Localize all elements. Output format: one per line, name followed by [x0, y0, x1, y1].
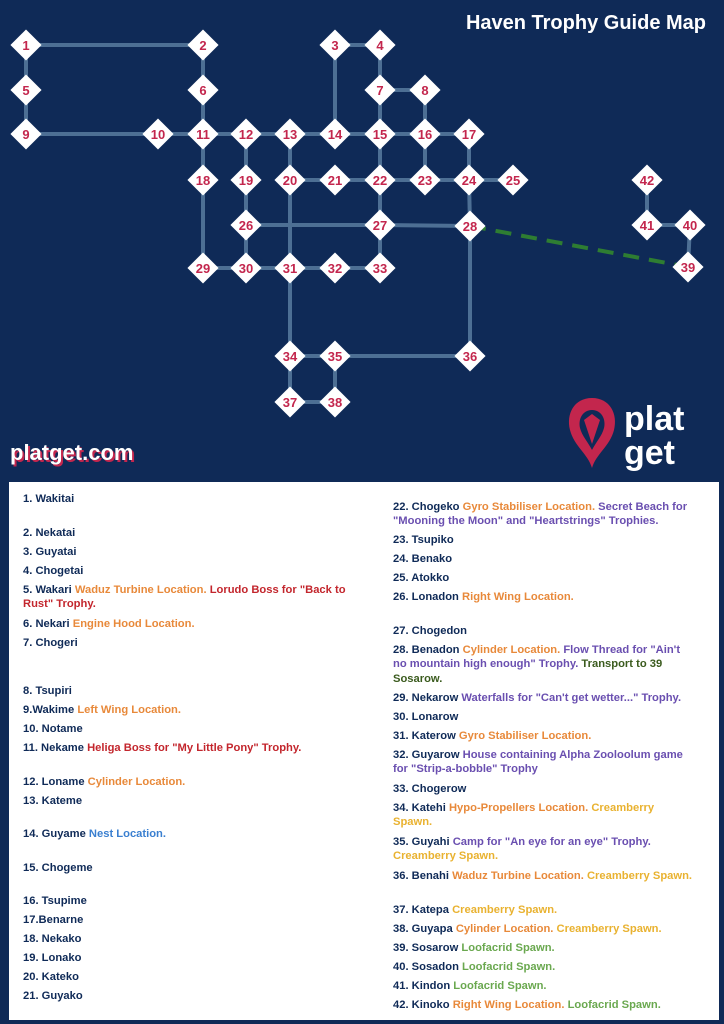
platget-logo: [562, 392, 712, 472]
map-node-label: 11: [196, 127, 210, 142]
map-node-label: 15: [372, 127, 388, 142]
map-node-13: [274, 118, 305, 149]
map-node-label: 42: [639, 173, 655, 188]
legend-item-13: 13. Kateme: [23, 795, 83, 807]
map-node-9: [10, 118, 41, 149]
map-node-label: 17: [461, 127, 477, 142]
map-node-label: 30: [238, 261, 254, 276]
legend-item-23: 23. Tsupiko: [393, 534, 454, 546]
map-node-label: 19: [238, 173, 254, 188]
map-node-label: 6: [199, 83, 207, 98]
legend-item-29: 29. Nekarow Waterfalls for "Can't get wetter..." Trophy.: [393, 692, 682, 704]
map-node-19: [230, 164, 261, 195]
map-node-2: [187, 29, 218, 60]
map-node-28: [454, 210, 485, 241]
legend-item-31: 31. Katerow Gyro Stabiliser Location.: [393, 730, 592, 742]
map-node-label: 39: [680, 260, 696, 275]
map-node-27: [364, 209, 395, 240]
map-node-42: [631, 164, 662, 195]
map-node-label: 23: [417, 173, 433, 188]
map-node-label: 40: [682, 218, 698, 233]
legend-item-6: 6. Nekari Engine Hood Location.: [23, 618, 195, 630]
legend-item-2: 2. Nekatai: [23, 527, 76, 539]
map-node-label: 29: [195, 261, 211, 276]
legend-item-10: 10. Notame: [23, 723, 83, 735]
legend-item-34: 34. Katehi Hypo-Propellers Location. Creamberry Spawn.: [393, 802, 655, 829]
map-node-14: [319, 118, 350, 149]
map-node-label: 33: [372, 261, 388, 276]
map-node-label: 4: [376, 38, 384, 53]
map-node-18: [187, 164, 218, 195]
map-node-label: 9: [22, 127, 30, 142]
map-node-label: 3: [331, 38, 339, 53]
map-node-label: 24: [461, 173, 477, 188]
map-node-label: 25: [505, 173, 521, 188]
map-node-label: 38: [327, 395, 343, 410]
map-node-34: [274, 340, 305, 371]
map-node-11: [187, 118, 218, 149]
legend-item-17: 17.Benarne: [23, 914, 84, 926]
map-node-label: 31: [282, 261, 298, 276]
map-node-label: 16: [417, 127, 433, 142]
map-node-5: [10, 74, 41, 105]
map-node-label: 2: [199, 38, 207, 53]
legend-item-25: 25. Atokko: [393, 572, 450, 584]
legend-item-24: 24. Benako: [393, 553, 453, 565]
map-node-label: 14: [327, 127, 343, 142]
map-node-10: [142, 118, 173, 149]
legend-item-9: 9.Wakime Left Wing Location.: [23, 704, 181, 716]
map-node-3: [319, 29, 350, 60]
map-node-label: 36: [462, 349, 478, 364]
map-node-31: [274, 252, 305, 283]
logo-text-plat: plat: [624, 400, 685, 438]
map-node-25: [497, 164, 528, 195]
page-title: Haven Trophy Guide Map: [465, 12, 706, 34]
map-node-16: [409, 118, 440, 149]
legend-item-15: 15. Chogeme: [23, 862, 93, 874]
legend-item-39: 39. Sosarow Loofacrid Spawn.: [393, 942, 555, 954]
legend-item-21: 21. Guyako: [23, 990, 83, 1002]
map-node-17: [453, 118, 484, 149]
map-node-label: 8: [421, 83, 429, 98]
map-node-6: [187, 74, 218, 105]
map-node-label: 41: [639, 218, 655, 233]
map-node-29: [187, 252, 218, 283]
map-node-8: [409, 74, 440, 105]
map-node-41: [631, 209, 662, 240]
map-node-26: [230, 209, 261, 240]
map-node-label: 21: [327, 173, 343, 188]
map-node-30: [230, 252, 261, 283]
map-node-label: 7: [376, 83, 384, 98]
map-node-36: [454, 340, 485, 371]
map-node-7: [364, 74, 395, 105]
legend-item-41: 41. Kindon Loofacrid Spawn.: [393, 980, 547, 992]
map-node-4: [364, 29, 395, 60]
map-node-38: [319, 386, 350, 417]
map-node-24: [453, 164, 484, 195]
legend-item-37: 37. Katepa Creamberry Spawn.: [393, 904, 558, 916]
legend-item-4: 4. Chogetai: [23, 565, 84, 577]
map-node-label: 20: [282, 173, 298, 188]
map-node-20: [274, 164, 305, 195]
map-node-label: 12: [238, 127, 254, 142]
map-node-label: 35: [327, 349, 343, 364]
map-node-label: 1: [22, 38, 30, 53]
legend-item-32: 32. Guyarow House containing Alpha Zooloolum game for "Strip-a-bobble" Trophy: [393, 749, 683, 776]
legend-item-36: 36. Benahi Waduz Turbine Location. Creamberry Spawn.: [393, 870, 693, 882]
map-node-label: 5: [22, 83, 30, 98]
map-node-35: [319, 340, 350, 371]
legend-item-40: 40. Sosadon Loofacrid Spawn.: [393, 961, 556, 973]
legend-item-33: 33. Chogerow: [393, 783, 467, 795]
legend-item-8: 8. Tsupiri: [23, 685, 72, 697]
legend-item-3: 3. Guyatai: [23, 546, 77, 558]
legend-item-19: 19. Lonako: [23, 952, 82, 964]
map-node-label: 18: [195, 173, 211, 188]
logo-text-get: get: [624, 434, 675, 472]
map-node-label: 28: [462, 219, 478, 234]
map-node-32: [319, 252, 350, 283]
legend-item-11: 11. Nekame Heliga Boss for "My Little Pony" Trophy.: [23, 742, 302, 754]
legend-item-22: 22. Chogeko Gyro Stabiliser Location. Secret Beach for "Mooning the Moon" and "Heartstrings" Trophies.: [393, 501, 688, 528]
legend-item-1: 1. Wakitai: [23, 493, 75, 505]
legend-item-35: 35. Guyahi Camp for "An eye for an eye" Trophy. Creamberry Spawn.: [393, 836, 651, 863]
legend-item-30: 30. Lonarow: [393, 711, 459, 723]
map-paths: [26, 45, 690, 402]
legend-item-26: 26. Lonadon Right Wing Location.: [393, 591, 574, 603]
legend-item-38: 38. Guyapa Cylinder Location. Creamberry Spawn.: [393, 923, 662, 935]
map-node-37: [274, 386, 305, 417]
map-node-15: [364, 118, 395, 149]
map-node-22: [364, 164, 395, 195]
legend-item-16: 16. Tsupime: [23, 895, 87, 907]
legend-item-42: 42. Kinoko Right Wing Location. Loofacrid Spawn.: [393, 999, 661, 1011]
map-node-label: 34: [282, 349, 298, 364]
legend-item-20: 20. Kateko: [23, 971, 79, 983]
legend-item-18: 18. Nekako: [23, 933, 82, 945]
map-node-label: 22: [372, 173, 388, 188]
logo-emblem-icon: [569, 398, 615, 468]
map-node-1: [10, 29, 41, 60]
legend-item-28: 28. Benadon Cylinder Location. Flow Thread for "Ain't no mountain high enough" Trophy. Transport to 39 Sosarow.: [393, 644, 681, 685]
map-node-label: 13: [282, 127, 298, 142]
legend-item-12: 12. Loname Cylinder Location.: [23, 776, 186, 788]
map-node-21: [319, 164, 350, 195]
map-node-23: [409, 164, 440, 195]
map-node-label: 10: [150, 127, 166, 142]
map-node-label: 27: [372, 218, 388, 233]
site-name: platget.com: [10, 440, 134, 465]
map-node-33: [364, 252, 395, 283]
legend-item-7: 7. Chogeri: [23, 637, 78, 649]
map-node-label: 26: [238, 218, 254, 233]
legend-panel: [8, 481, 720, 1021]
legend-item-14: 14. Guyame Nest Location.: [23, 828, 166, 840]
map-node-39: [672, 251, 703, 282]
map-node-label: 37: [282, 395, 298, 410]
legend-item-27: 27. Chogedon: [393, 625, 467, 637]
map-node-label: 32: [327, 261, 343, 276]
map-node-40: [674, 209, 705, 240]
map-node-12: [230, 118, 261, 149]
legend-item-5: 5. Wakari Waduz Turbine Location. Lorudo Boss for "Back to Rust" Trophy.: [23, 584, 346, 611]
